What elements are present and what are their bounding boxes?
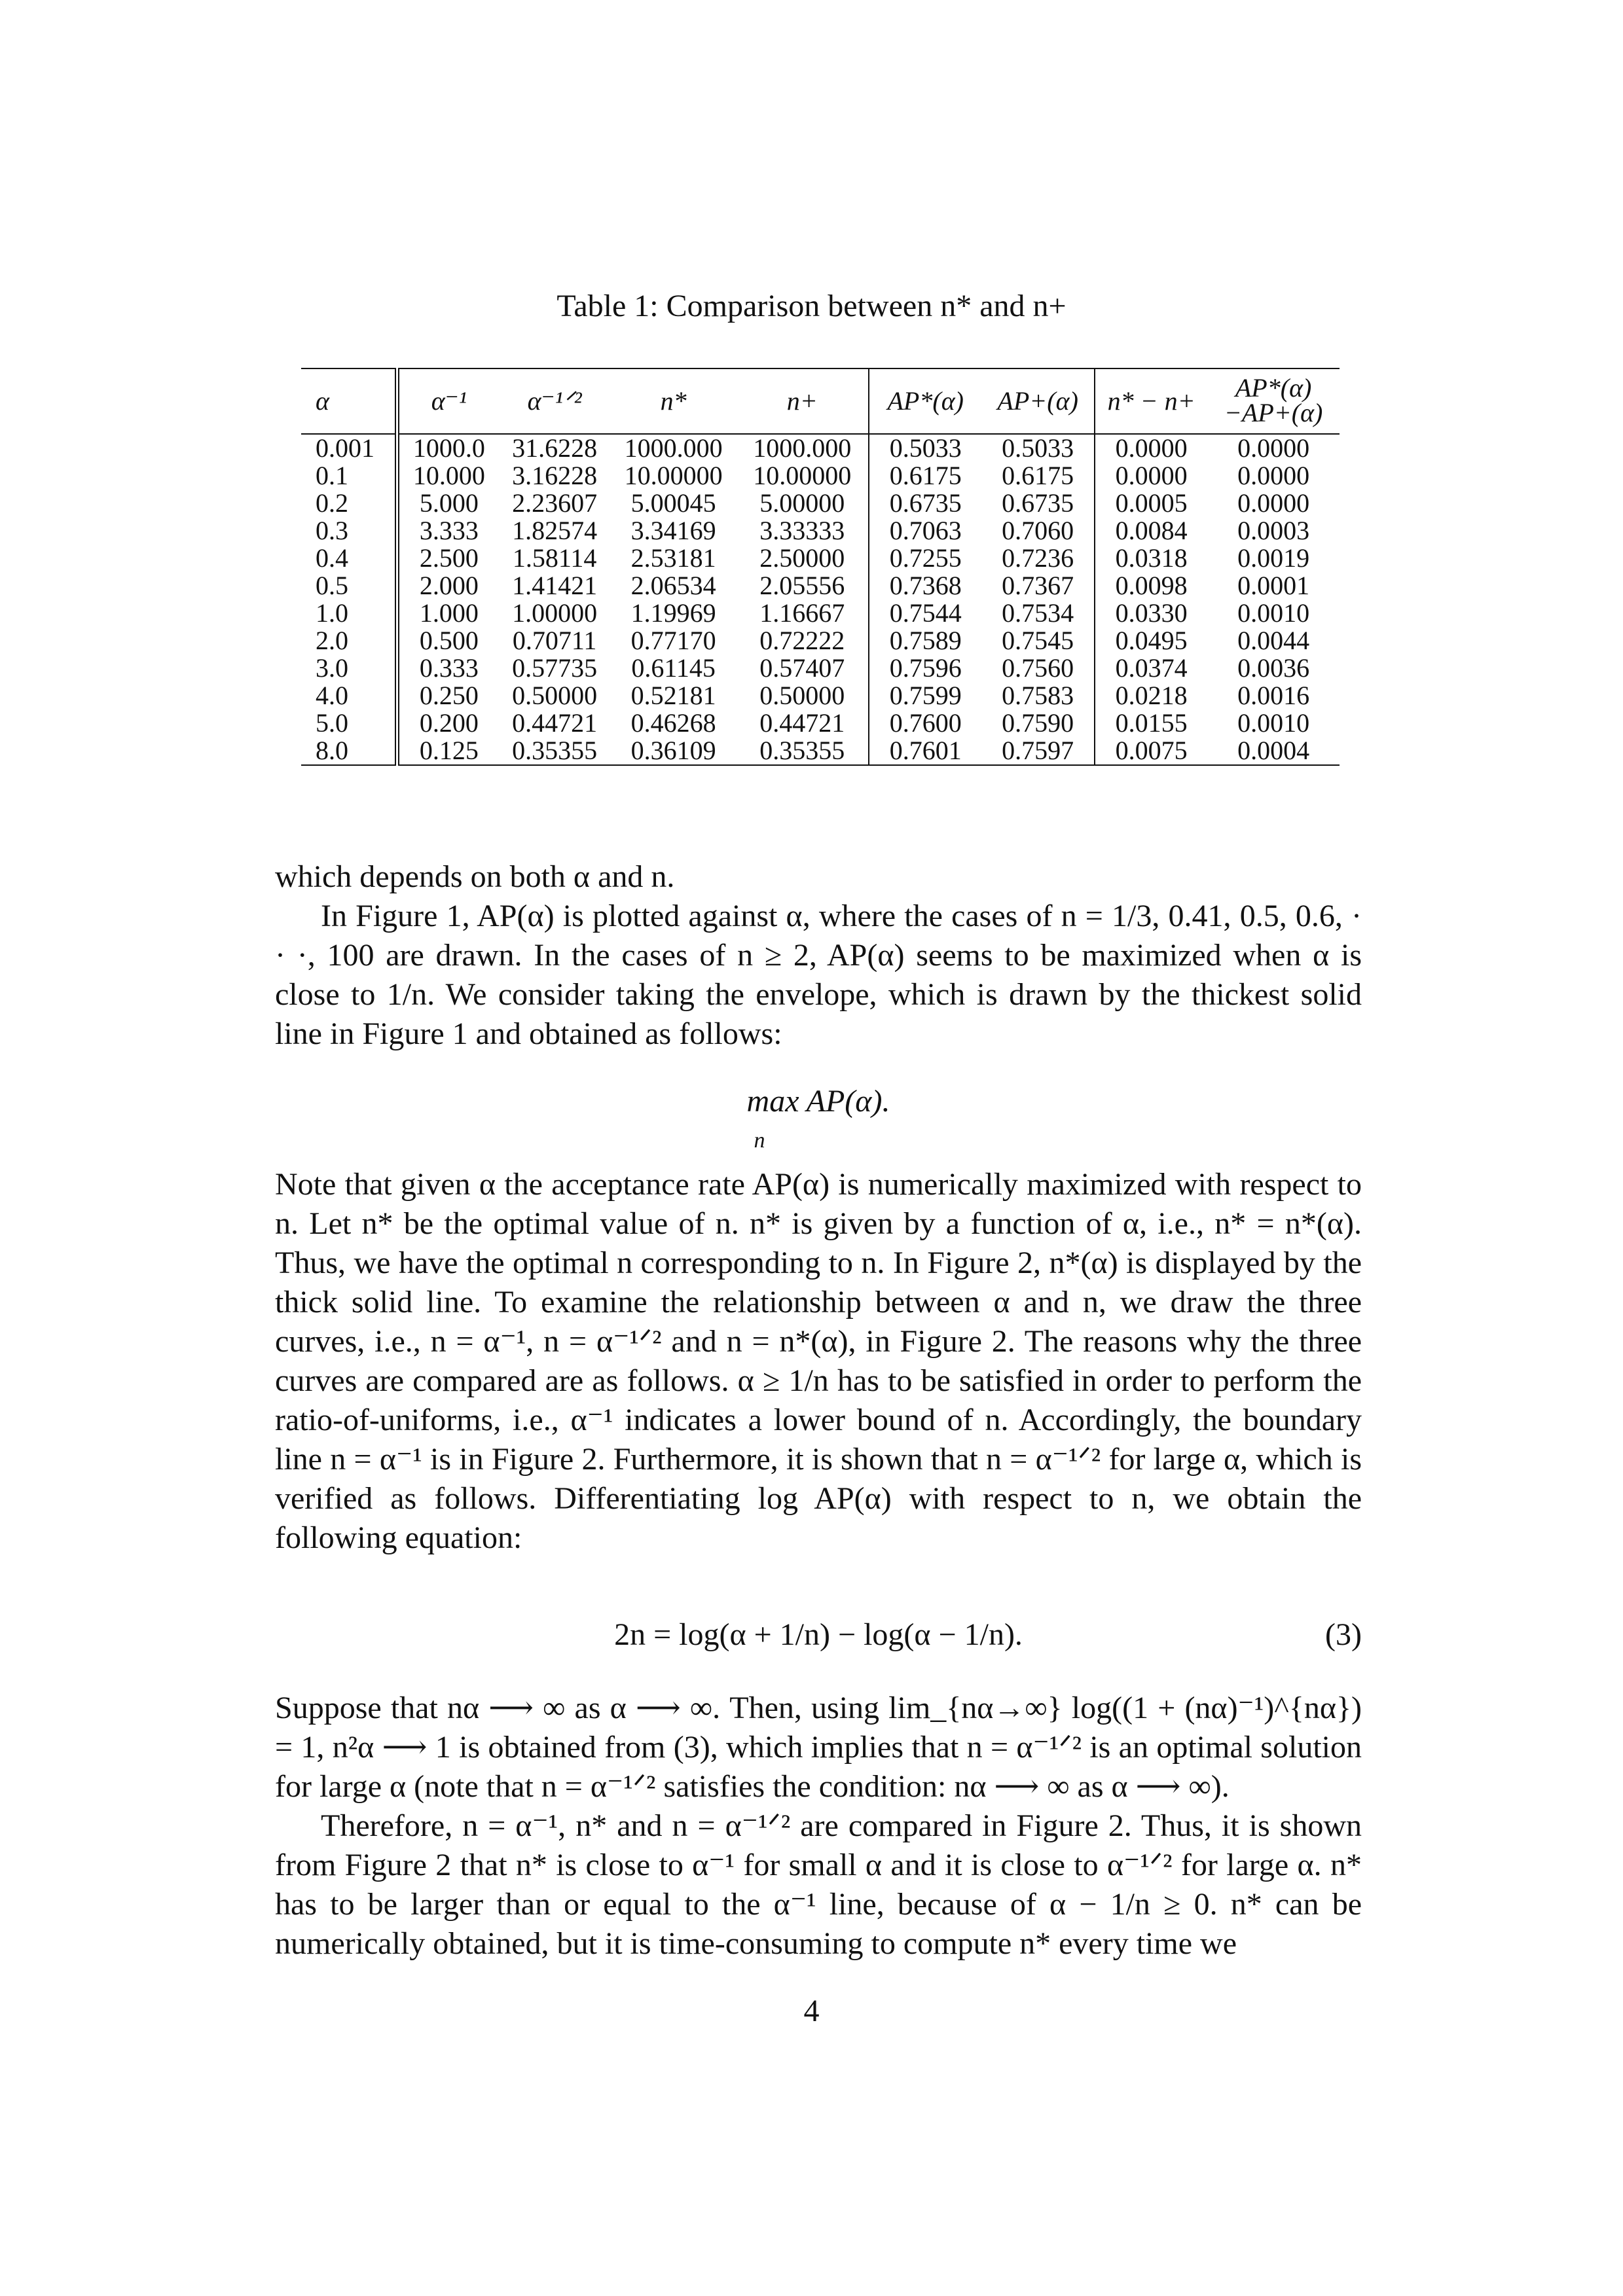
table-cell: 0.0374 xyxy=(1115,653,1188,683)
table-cell: 2.000 xyxy=(419,571,479,600)
table-cell: 0.7544 xyxy=(889,598,962,628)
table-row xyxy=(301,655,1340,682)
table-row xyxy=(301,462,1340,490)
table-cell: 1.82574 xyxy=(512,516,598,545)
table-row xyxy=(301,545,1340,572)
table-cell: 0.2 xyxy=(301,490,397,517)
table-cell: 0.7236 xyxy=(981,545,1094,572)
table-cell: 10.00000 xyxy=(736,462,869,490)
table-cell: 0.0003 xyxy=(1237,516,1310,545)
table-cell: 1.41421 xyxy=(512,571,598,600)
table-header-row xyxy=(301,368,1340,434)
table-cell: 0.001 xyxy=(301,434,397,462)
table-cell: 0.5033 xyxy=(981,434,1094,462)
table-cell: 0.36109 xyxy=(611,737,737,765)
table-cell: 0.77170 xyxy=(630,626,716,655)
table-cell: 0.250 xyxy=(419,681,479,710)
table-cell: 0.52181 xyxy=(630,681,716,710)
table-cell: 0.7545 xyxy=(981,627,1094,655)
table-row xyxy=(301,434,1340,462)
header-ap-diff-bottom: −AP+(α) xyxy=(1224,398,1323,427)
table-cell: 0.7060 xyxy=(981,517,1094,545)
paragraph-2: In Figure 1, AP(α) is plotted against α, where the cases of n = 1/3, 0.41, 0.5, 0.6, · · ·, 100 are drawn. In the cases of n ≥ 2, AP(α) seems to be maximized when α is close to 1/n. We consider taking the envelope, which is drawn by the thickest solid line in Figure 1 and obtained as follows: xyxy=(275,899,1362,1051)
header-ap-diff-top: AP*(α) xyxy=(1235,373,1312,403)
header-ap-plus: AP+(α) xyxy=(981,368,1094,434)
table-cell: 0.5 xyxy=(301,572,397,600)
table-cell: 0.200 xyxy=(419,708,479,738)
table-cell: 0.333 xyxy=(419,653,479,683)
table-cell: 1000.0 xyxy=(412,433,485,463)
table-cell: 0.0218 xyxy=(1115,681,1188,710)
equation-max xyxy=(275,1083,1362,1155)
table-cell: 0.44721 xyxy=(512,708,598,738)
table-cell: 1000.000 xyxy=(736,434,869,462)
table-cell: 0.7590 xyxy=(981,709,1094,737)
table-cell: 3.333 xyxy=(419,516,479,545)
table-cell: 0.6735 xyxy=(889,488,962,518)
table-cell: 0.0000 xyxy=(1237,433,1310,463)
equation-max-subscript: n xyxy=(754,1128,765,1153)
table-cell: 5.000 xyxy=(419,488,479,518)
table-cell: 0.7255 xyxy=(889,543,962,573)
table-row xyxy=(301,682,1340,709)
table-cell: 1000.000 xyxy=(624,433,723,463)
header-n-diff: n* − n+ xyxy=(1095,368,1207,434)
table-cell: 0.0010 xyxy=(1237,598,1310,628)
table-cell: 0.57407 xyxy=(736,655,869,682)
table-cell: 0.7063 xyxy=(889,516,962,545)
table-caption: Table 1: Comparison between n* and n+ xyxy=(556,289,1067,323)
table-cell: 0.7560 xyxy=(981,655,1094,682)
table-cell: 0.0001 xyxy=(1237,571,1310,600)
equation-3-expression: 2n = log(α + 1/n) − log(α − 1/n). xyxy=(614,1617,1023,1652)
table-cell: 0.0016 xyxy=(1237,681,1310,710)
table-cell: 1.00000 xyxy=(512,598,598,628)
table-row xyxy=(301,517,1340,545)
table-cell: 0.46268 xyxy=(630,708,716,738)
table-cell: 0.0036 xyxy=(1237,653,1310,683)
table-cell: 0.61145 xyxy=(631,653,716,683)
table-cell: 0.0019 xyxy=(1237,543,1310,573)
table-cell: 0.0005 xyxy=(1115,488,1188,518)
table-cell: 0.7583 xyxy=(981,682,1094,709)
table-cell: 2.06534 xyxy=(630,571,716,600)
table-cell: 3.34169 xyxy=(630,516,716,545)
table-cell: 0.0330 xyxy=(1115,598,1188,628)
table-cell: 2.50000 xyxy=(736,545,869,572)
table-cell: 0.0004 xyxy=(1207,737,1340,765)
header-n-plus: n+ xyxy=(736,368,869,434)
table-cell: 5.00000 xyxy=(736,490,869,517)
table-cell: 0.7367 xyxy=(981,572,1094,600)
table-cell: 0.0000 xyxy=(1115,461,1188,490)
table-cell: 0.7601 xyxy=(869,737,981,765)
table-cell: 0.35355 xyxy=(736,737,869,765)
table-cell: 0.0084 xyxy=(1115,516,1188,545)
table-cell: 0.3 xyxy=(301,517,397,545)
table-cell: 0.0155 xyxy=(1115,708,1188,738)
table-cell: 1.0 xyxy=(301,600,397,627)
header-ap-diff xyxy=(1207,368,1340,434)
table-cell: 0.50000 xyxy=(736,682,869,709)
table-cell: 0.0075 xyxy=(1095,737,1207,765)
table-cell: 0.6175 xyxy=(981,462,1094,490)
equation-3-label: (3) xyxy=(1325,1617,1362,1652)
table-cell: 0.7597 xyxy=(981,737,1094,765)
table-cell: 3.33333 xyxy=(736,517,869,545)
table-cell: 0.0318 xyxy=(1115,543,1188,573)
table-cell: 4.0 xyxy=(301,682,397,709)
paragraph-5: Therefore, n = α⁻¹, n* and n = α⁻¹ᐟ² are compared in Figure 2. Thus, it is shown from Figure 2 that n* is close to α⁻¹ for small α and it is close to α⁻¹ᐟ² for large α. n* has to be larger than or equal to the α⁻¹ line, because of α − 1/n ≥ 0. n* can be numerically obtained, but it is time-consuming to compute n* every time we xyxy=(275,1808,1362,1961)
header-n-star: n* xyxy=(611,368,737,434)
paragraph-1: which depends on both α and n. xyxy=(275,859,675,894)
header-alpha: α xyxy=(301,368,397,434)
table-cell: 5.00045 xyxy=(630,488,716,518)
table-cell: 0.7600 xyxy=(889,708,962,738)
table-cell: 3.0 xyxy=(301,655,397,682)
paragraph-4: Suppose that nα ⟶ ∞ as α ⟶ ∞. Then, using lim_{nα→∞} log((1 + (nα)⁻¹)^{nα}) = 1, n²α ⟶ 1 is obtained from (3), which implies that n = α⁻¹ᐟ² is an optimal solution for large α (note that n = α⁻¹ᐟ² satisfies the condition: nα ⟶ ∞ as α ⟶ ∞). xyxy=(275,1691,1362,1804)
table-cell: 0.5033 xyxy=(889,433,962,463)
equation-3 xyxy=(275,1617,1362,1653)
table-cell: 0.57735 xyxy=(512,653,598,683)
table-cell: 2.0 xyxy=(301,627,397,655)
table-cell: 0.72222 xyxy=(736,627,869,655)
table-row xyxy=(301,490,1340,517)
table-cell: 31.6228 xyxy=(512,433,598,463)
table-cell: 10.00000 xyxy=(624,461,723,490)
table-cell: 0.0495 xyxy=(1115,626,1188,655)
table-cell: 0.35355 xyxy=(498,737,610,765)
page-number: 4 xyxy=(803,1994,820,2028)
table-cell: 0.125 xyxy=(397,737,499,765)
table-row xyxy=(301,600,1340,627)
comparison-table xyxy=(301,368,1340,766)
table-cell: 1.16667 xyxy=(736,600,869,627)
header-alpha-inv-sqrt: α⁻¹ᐟ² xyxy=(498,368,610,434)
table-cell: 0.7596 xyxy=(889,653,962,683)
table-cell: 0.1 xyxy=(301,462,397,490)
table-cell: 8.0 xyxy=(301,737,397,765)
table-cell: 0.500 xyxy=(419,626,479,655)
paragraph-3: Note that given α the acceptance rate AP(α) is numerically maximized with respect to n. Let n* be the optimal value of n. n* is given by a function of α, i.e., n* = n*(α). Thus, we have the optimal n corresponding to n. In Figure 2, n*(α) is displayed by the thick solid line. To examine the relationship between α and n, we draw the three curves, i.e., n = α⁻¹, n = α⁻¹ᐟ² and n = n*(α), in Figure 2. The reasons why the three curves are compared are as follows. α ≥ 1/n has to be satisfied in order to perform the ratio-of-uniforms, i.e., α⁻¹ indicates a lower bound of n. Accordingly, the boundary line n = α⁻¹ is in Figure 2. Furthermore, it is shown that n = α⁻¹ᐟ² for large α, which is verified as follows. Differentiating log AP(α) with respect to n, we obtain the following equation: xyxy=(275,1167,1362,1555)
table-cell: 2.500 xyxy=(419,543,479,573)
table-row xyxy=(301,737,1340,765)
equation-max-expression: max AP(α). xyxy=(746,1084,890,1119)
table-cell: 2.05556 xyxy=(736,572,869,600)
table-cell: 0.6735 xyxy=(981,490,1094,517)
table-row xyxy=(301,627,1340,655)
table-cell: 0.0010 xyxy=(1237,708,1310,738)
table-cell: 2.53181 xyxy=(630,543,716,573)
table-cell: 0.4 xyxy=(301,545,397,572)
table-cell: 1.000 xyxy=(419,598,479,628)
table-cell: 0.7368 xyxy=(889,571,962,600)
table-cell: 10.000 xyxy=(412,461,485,490)
header-ap-star: AP*(α) xyxy=(869,368,981,434)
table-cell: 0.7599 xyxy=(889,681,962,710)
header-alpha-inv: α⁻¹ xyxy=(397,368,499,434)
table-cell: 1.19969 xyxy=(630,598,716,628)
table-cell: 0.0000 xyxy=(1237,461,1310,490)
table-row xyxy=(301,709,1340,737)
table-body xyxy=(301,434,1340,765)
table-cell: 0.70711 xyxy=(512,626,597,655)
table-cell: 0.0000 xyxy=(1237,488,1310,518)
table-cell: 0.7589 xyxy=(889,626,962,655)
table-cell: 0.0098 xyxy=(1115,571,1188,600)
table-cell: 0.50000 xyxy=(512,681,598,710)
table-cell: 0.6175 xyxy=(889,461,962,490)
table-cell: 0.0000 xyxy=(1115,433,1188,463)
table-cell: 3.16228 xyxy=(512,461,598,490)
table-cell: 5.0 xyxy=(301,709,397,737)
table-cell: 0.7534 xyxy=(981,600,1094,627)
table-cell: 1.58114 xyxy=(512,543,597,573)
table-row xyxy=(301,572,1340,600)
table-cell: 0.0044 xyxy=(1237,626,1310,655)
table-cell: 0.44721 xyxy=(736,709,869,737)
table-cell: 2.23607 xyxy=(512,488,598,518)
